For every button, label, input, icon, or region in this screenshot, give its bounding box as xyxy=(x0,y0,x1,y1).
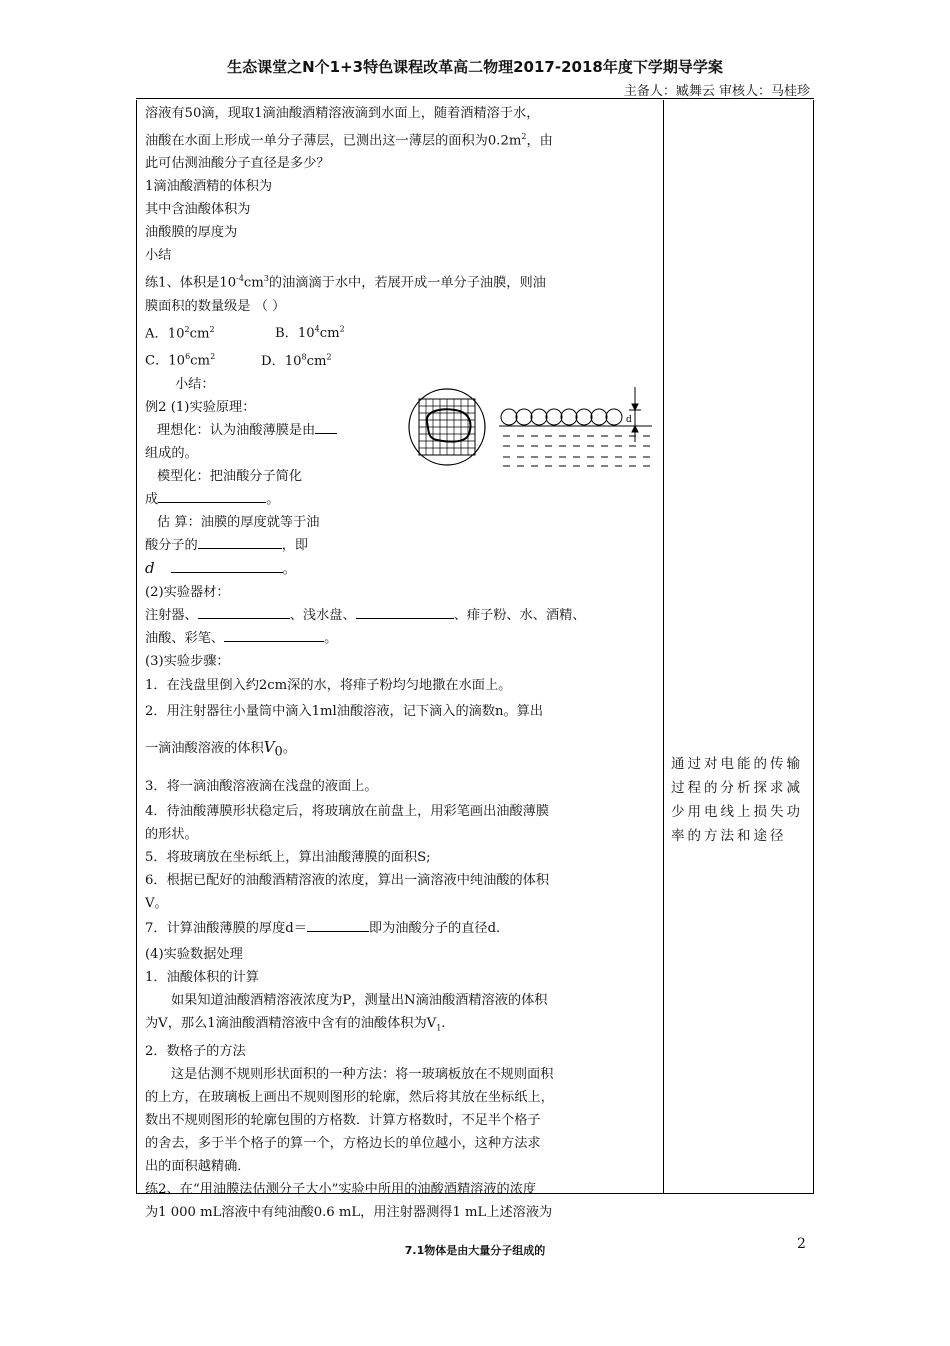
text-line: 组成的。 xyxy=(145,445,198,461)
oil-molecule xyxy=(591,409,607,425)
text-line: 理想化：认为油酸薄膜是由 xyxy=(145,419,661,442)
text-line: 油酸、彩笔、 。 xyxy=(145,627,661,650)
content-table xyxy=(136,100,814,1220)
exercise-2: 练2、在“用油膜法估测分子大小”实验中所用的油酸酒精溶液的浓度 xyxy=(145,1181,537,1197)
d-label: d xyxy=(626,415,632,425)
section-data: (4)实验数据处理 xyxy=(145,947,243,963)
step-5: 5．将玻璃放在坐标纸上，算出油酸薄膜的面积S; xyxy=(145,850,431,866)
oil-molecule xyxy=(546,409,562,425)
text-line: 油酸膜的厚度为 xyxy=(145,225,238,241)
text-line: 注射器、 、浅水盘、 、痱子粉、水、酒精、 xyxy=(145,604,661,627)
oil-molecule xyxy=(516,409,532,425)
text-line: 小结： xyxy=(175,376,215,392)
text-line: 1．油酸体积的计算 xyxy=(145,970,259,986)
step-3: 3．将一滴油酸溶液滴在浅盘的液面上。 xyxy=(145,779,378,795)
text-line: 如果知道油酸酒精溶液浓度为P，测量出N滴油酸酒精溶液的体积 xyxy=(171,993,548,1009)
text-line: 酸分子的 ，即 xyxy=(145,534,661,557)
column-divider xyxy=(663,100,664,1193)
footer-title: 7.1物体是由大量分子组成的 xyxy=(404,1244,546,1257)
option-a: A．$10^2cm^2$ xyxy=(145,324,215,342)
text-line: 出的面积越精确． xyxy=(145,1158,251,1174)
text-line: 1滴油酸酒精的体积为 xyxy=(145,179,273,195)
page-number: 2 xyxy=(797,1236,806,1252)
step-4: 4．待油酸薄膜形状稳定后，将玻璃放在前盘上，用彩笔画出油酸薄膜 xyxy=(145,804,550,820)
option-c: C．$10^6cm^2$ xyxy=(145,352,216,369)
step-2: 2．用注射器往小量筒中滴入1ml油酸溶液，记下滴入的滴数n。算出 xyxy=(145,703,544,719)
text-line: 2．数格子的方法 xyxy=(145,1043,246,1059)
header-divider xyxy=(136,98,814,99)
exercise-1: 练1、体积是$10^{-4}cm^3$的油滴滴于水中，若展开成一单分子油膜，则油 xyxy=(145,274,546,291)
header-authors: 主备人：臧舞云 审核人：马桂珍 xyxy=(623,84,810,99)
text-line: 膜面积的数量级是 （ ） xyxy=(145,298,286,314)
oil-molecule xyxy=(501,409,517,425)
text-line: 的舍去，多于半个格子的算一个，方格边长的单位越小，这种方法求 xyxy=(145,1135,541,1151)
text-line: 为1 000 mL溶液中有纯油酸0.6 mL，用注射器测得1 mL上述溶液为 xyxy=(145,1204,553,1220)
text-line: 的形状。 xyxy=(145,827,198,843)
step-1: 1．在浅盘里倒入约2cm深的水，将痱子粉均匀地撒在水面上。 xyxy=(145,677,512,693)
text-line: 油酸在水面上形成一单分子薄层，已测出这一薄层的面积为$0.2m^2$，由 xyxy=(145,132,553,149)
text-line: 小结 xyxy=(145,248,172,264)
oil-film-diagram xyxy=(407,382,662,472)
step-2-cont: 一滴油酸溶液的体积$V_0$。 xyxy=(145,737,296,760)
page-header-title: 生态课堂之N个1+3特色课程改革高二物理2017-2018年度下学期导学案 xyxy=(227,58,723,76)
grid-plate xyxy=(409,389,485,465)
text-line: 此可估测油酸分子直径是多少？ xyxy=(145,156,330,172)
oil-molecule xyxy=(531,409,547,425)
section-steps: (3)实验步骤： xyxy=(145,653,230,669)
example-2: 例2 (1)实验原理： xyxy=(145,399,256,415)
text-line: 这是估测不规则形状面积的一种方法：将一玻璃板放在不规则面积 xyxy=(171,1066,554,1082)
text-line: 为V，那么1滴油酸酒精溶液中含有的油酸体积为$V_1$. xyxy=(145,1016,446,1033)
text-line: 成 。 xyxy=(145,488,661,511)
notes-column: 通过对电能的传输过程的分析探求减少用电线上损失功率的方法和途径 xyxy=(671,756,803,844)
main-column xyxy=(145,102,661,1224)
oil-molecule xyxy=(606,409,622,425)
text-line: d 。 xyxy=(145,558,296,577)
options-row xyxy=(145,345,661,372)
text-line: 的上方，在玻璃板上画出不规则图形的轮廓，然后将其放在坐标纸上， xyxy=(145,1089,554,1105)
option-d: D．$10^8cm^2$ xyxy=(261,352,332,369)
text-line: V。 xyxy=(145,896,168,912)
text-line: 模型化：把油酸分子简化 xyxy=(157,468,303,484)
step-7: 7．计算油酸薄膜的厚度d＝ 即为油酸分子的直径d. xyxy=(145,915,661,943)
step-6: 6．根据已配好的油酸酒精溶液的浓度，算出一滴溶液中纯油酸的体积 xyxy=(145,873,550,889)
text-line: 其中含油酸体积为 xyxy=(145,202,251,218)
water-lines xyxy=(499,426,652,466)
text-line: 溶液有50滴，现取1滴油酸酒精溶液滴到水面上，随着酒精溶于水， xyxy=(145,106,540,121)
section-equipment: (2)实验器材： xyxy=(145,584,230,600)
option-b: B．$10^4cm^2$ xyxy=(275,324,345,342)
text-line: 估 算：油膜的厚度就等于油 xyxy=(157,514,320,530)
molecule-layer xyxy=(501,409,622,425)
text-line: 数出不规则图形的轮廓包围的方格数．计算方格数时，不足半个格子 xyxy=(145,1112,541,1128)
oil-molecule xyxy=(561,409,577,425)
oil-molecule xyxy=(576,409,592,425)
options-row xyxy=(145,318,661,345)
